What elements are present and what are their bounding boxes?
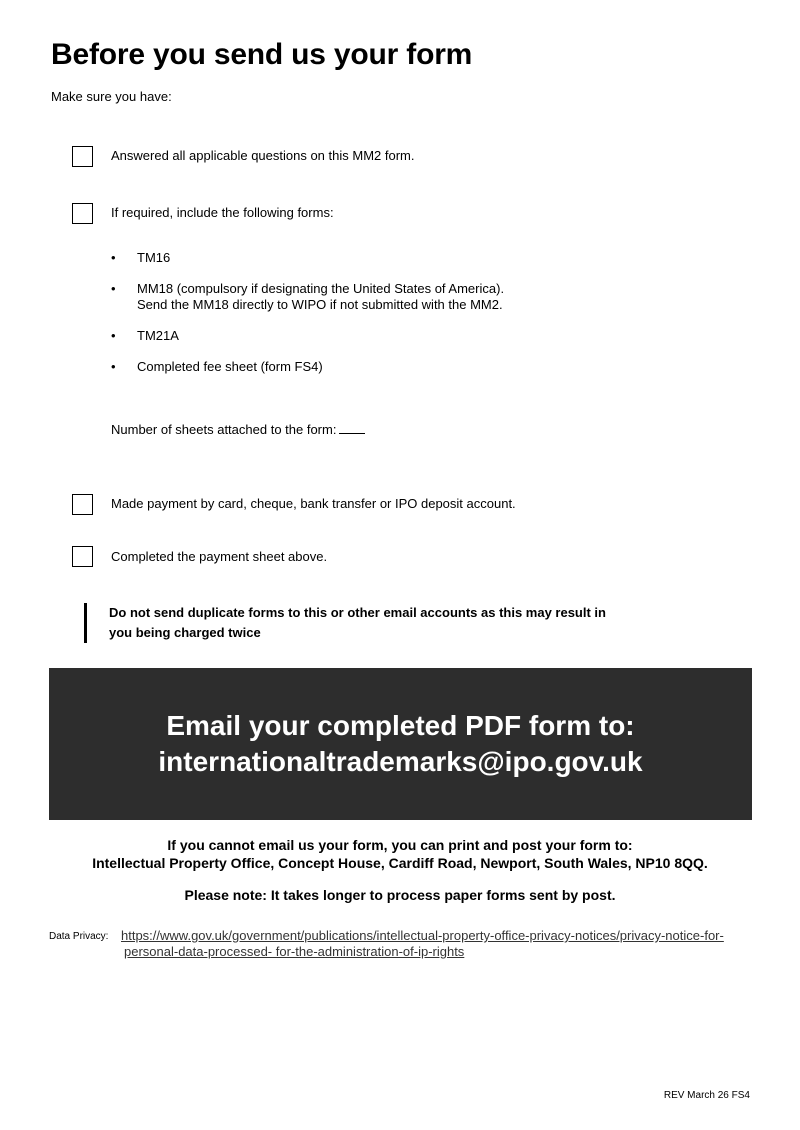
email-address[interactable]: internationaltrademarks@ipo.gov.uk <box>158 746 643 777</box>
warning-line-1: Do not send duplicate forms to this or other email accounts as this may result in <box>109 605 606 620</box>
list-item <box>111 359 504 375</box>
list-item-text: TM21A <box>137 328 179 343</box>
bullet-icon: • <box>111 328 116 343</box>
data-privacy-link-line-2[interactable]: personal-data-processed- for-the-administration-of-ip-rights <box>124 944 465 959</box>
warning-bar <box>84 603 87 643</box>
list-item-text-continued: Send the MM18 directly to WIPO if not submitted with the MM2. <box>137 297 503 312</box>
email-panel <box>49 668 752 820</box>
postal-instructions <box>0 836 800 872</box>
required-forms-list <box>111 250 504 390</box>
checkbox-label-payment-sheet: Completed the payment sheet above. <box>111 549 328 564</box>
data-privacy-label: Data Privacy: <box>49 931 109 942</box>
email-instruction: Email your completed PDF form to: <box>166 710 635 741</box>
duplicate-warning <box>109 603 649 643</box>
bullet-icon: • <box>111 250 116 265</box>
postal-note: Please note: It takes longer to process paper forms sent by post. <box>184 887 616 903</box>
data-privacy-link-line-1[interactable]: https://www.gov.uk/government/publications/intellectual-property-office-privacy-notices/privacy-notice-for- <box>121 928 724 943</box>
page-title: Before you send us your form <box>51 38 473 71</box>
checkbox-payment-sheet[interactable] <box>72 546 93 567</box>
checkbox-answered-questions[interactable] <box>72 146 93 167</box>
postal-instruction-line: If you cannot email us your form, you can print and post your form to: <box>167 837 633 853</box>
bullet-icon: • <box>111 281 116 296</box>
checkbox-include-forms[interactable] <box>72 203 93 224</box>
list-item-text: MM18 (compulsory if designating the United States of America). <box>137 281 505 296</box>
checkbox-label-include-forms: If required, include the following forms: <box>111 205 334 220</box>
list-item <box>111 281 504 313</box>
revision-label: REV March 26 FS4 <box>663 1090 750 1101</box>
sheets-count-line <box>111 422 365 437</box>
list-item-text: TM16 <box>137 250 171 265</box>
data-privacy-link[interactable] <box>121 928 751 960</box>
sheets-count-field[interactable] <box>339 423 365 434</box>
list-item-text: Completed fee sheet (form FS4) <box>137 359 323 374</box>
checkbox-made-payment[interactable] <box>72 494 93 515</box>
checkbox-label-answered-questions: Answered all applicable questions on this MM2 form. <box>111 148 415 163</box>
intro-text: Make sure you have: <box>51 89 172 104</box>
bullet-icon: • <box>111 359 116 374</box>
list-item <box>111 250 504 266</box>
checkbox-label-made-payment: Made payment by card, cheque, bank transfer or IPO deposit account. <box>111 496 516 511</box>
postal-address: Intellectual Property Office, Concept House, Cardiff Road, Newport, South Wales, NP10 8QQ. <box>92 855 708 871</box>
warning-line-2: you being charged twice <box>109 625 261 640</box>
list-item <box>111 328 504 344</box>
sheets-count-label: Number of sheets attached to the form: <box>111 422 337 437</box>
